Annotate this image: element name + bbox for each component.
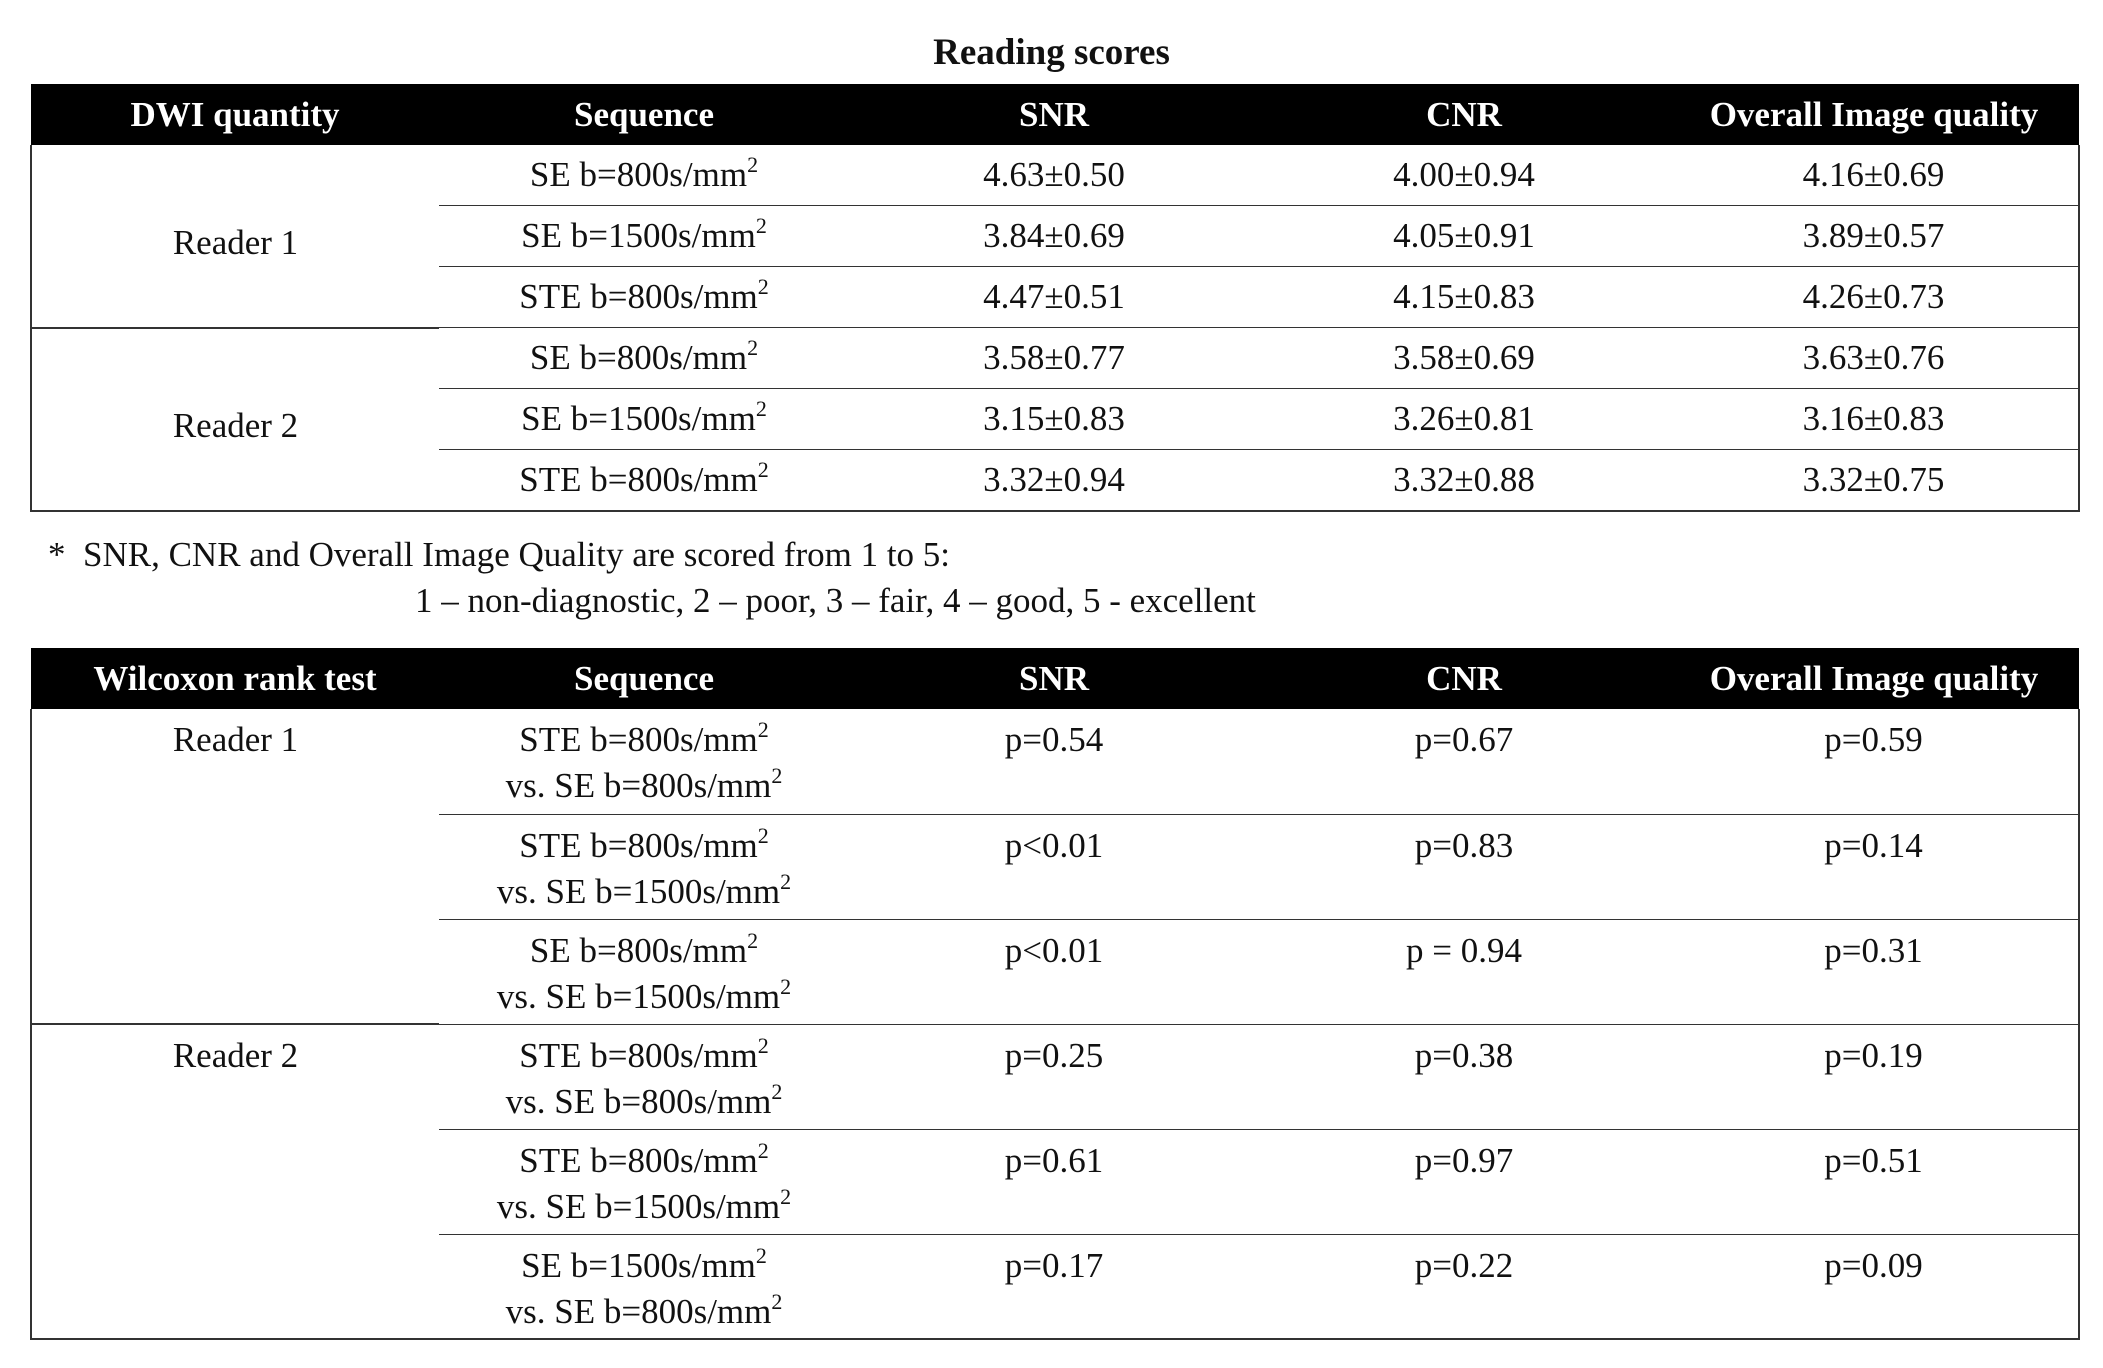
image-quality-cell: p=0.59: [1669, 709, 2079, 814]
footnote-line: 1 – non-diagnostic, 2 – poor, 3 – fair, 4 – good, 5 - excellent: [415, 581, 1256, 620]
sequence-cell: SE $b=800s/mm^2$: [529, 152, 759, 194]
image-quality-cell: 3.63±0.76: [1669, 328, 2079, 389]
sequence-cell: STE $b=800s/mm^2$ vs. SE $b=1500s/mm^2$: [439, 814, 849, 919]
column-header: Sequence: [439, 84, 849, 145]
sequence-cell: SE $b=1500s/mm^2$ vs. SE $b=800s/mm^2$: [439, 1234, 849, 1339]
cnr-cell: p=0.67: [1414, 720, 1514, 759]
table-row: [31, 709, 2079, 814]
reader-label: Reader 1: [31, 709, 439, 1024]
sequence-cell: STE $b=800s/mm^2$ vs. SE $b=800s/mm^2$: [505, 717, 783, 805]
cnr-cell: 3.58±0.69: [1259, 328, 1669, 389]
cnr-cell: 4.05±0.91: [1259, 206, 1669, 267]
table-row: [31, 1024, 2079, 1129]
column-header: DWI quantity: [31, 84, 439, 145]
cnr-cell: p=0.83: [1259, 814, 1669, 919]
snr-cell: 3.84±0.69: [849, 206, 1259, 267]
image-quality-cell: 3.89±0.57: [1669, 206, 2079, 267]
sequence-cell: STE $b=800s/mm^2$ vs. SE $b=1500s/mm^2$: [439, 1129, 849, 1234]
sequence-cell: STE $b=800s/mm^2$ vs. SE $b=800s/mm^2$: [439, 1024, 849, 1129]
sequence-cell: STE $b=800s/mm^2$: [439, 450, 849, 512]
cnr-cell: p=0.38: [1259, 1024, 1669, 1129]
image-quality-cell: 3.32±0.75: [1669, 450, 2079, 512]
page-title: Reading scores: [933, 32, 1170, 73]
column-header: SNR: [849, 648, 1259, 709]
table-row: [31, 145, 2079, 206]
image-quality-cell: p=0.51: [1669, 1129, 2079, 1234]
sequence-cell: SE $b=1500s/mm^2$: [439, 389, 849, 450]
cnr-cell: p=0.97: [1259, 1129, 1669, 1234]
snr-cell: p<0.01: [849, 814, 1259, 919]
sequence-cell: SE $b=1500s/mm^2$: [439, 206, 849, 267]
snr-cell: 4.63±0.50: [983, 155, 1125, 194]
cnr-cell: 3.26±0.81: [1259, 389, 1669, 450]
snr-cell: p=0.54: [1004, 720, 1104, 759]
cnr-cell: p=0.22: [1259, 1234, 1669, 1339]
reader-label: Reader 2: [31, 328, 439, 512]
snr-cell: 4.47±0.51: [849, 267, 1259, 328]
table-header-row: [31, 648, 2079, 709]
cnr-cell: 4.00±0.94: [1393, 155, 1535, 194]
sequence-cell: SE $b=800s/mm^2$ vs. SE $b=1500s/mm^2$: [439, 919, 849, 1024]
table-row: [31, 328, 2079, 389]
column-header: CNR: [1259, 648, 1669, 709]
image-quality-cell: p=0.09: [1669, 1234, 2079, 1339]
image-quality-cell: p=0.31: [1669, 919, 2079, 1024]
wilcoxon-table: [30, 648, 2080, 1340]
snr-cell: 3.32±0.94: [849, 450, 1259, 512]
reader-label: Reader 1: [31, 145, 439, 328]
image-quality-cell: 4.26±0.73: [1669, 267, 2079, 328]
cnr-cell: 3.32±0.88: [1259, 450, 1669, 512]
sequence-cell: STE $b=800s/mm^2$: [439, 267, 849, 328]
image-quality-cell: 4.16±0.69: [1669, 145, 2079, 206]
table-header-row: [31, 84, 2079, 145]
image-quality-cell: p=0.14: [1669, 814, 2079, 919]
image-quality-cell: 3.16±0.83: [1669, 389, 2079, 450]
reader-label: Reader 2: [31, 1024, 439, 1339]
footnote-line: * SNR, CNR and Overall Image Quality are scored from 1 to 5:: [48, 535, 951, 574]
column-header: CNR: [1259, 84, 1669, 145]
column-header: SNR: [849, 84, 1259, 145]
reading-scores-table: [30, 84, 2080, 512]
snr-cell: 3.15±0.83: [849, 389, 1259, 450]
sequence-cell: SE $b=800s/mm^2$: [439, 328, 849, 389]
column-header: Overall Image quality: [1669, 84, 2079, 145]
column-header: Overall Image quality: [1669, 648, 2079, 709]
snr-cell: 3.58±0.77: [849, 328, 1259, 389]
snr-cell: p<0.01: [849, 919, 1259, 1024]
snr-cell: p=0.25: [849, 1024, 1259, 1129]
column-header: Wilcoxon rank test: [31, 648, 439, 709]
snr-cell: p=0.61: [849, 1129, 1259, 1234]
cnr-cell: p = 0.94: [1259, 919, 1669, 1024]
snr-cell: p=0.17: [849, 1234, 1259, 1339]
cnr-cell: 4.15±0.83: [1259, 267, 1669, 328]
scoring-footnote: [48, 532, 1256, 624]
image-quality-cell: p=0.19: [1669, 1024, 2079, 1129]
column-header: Sequence: [439, 648, 849, 709]
